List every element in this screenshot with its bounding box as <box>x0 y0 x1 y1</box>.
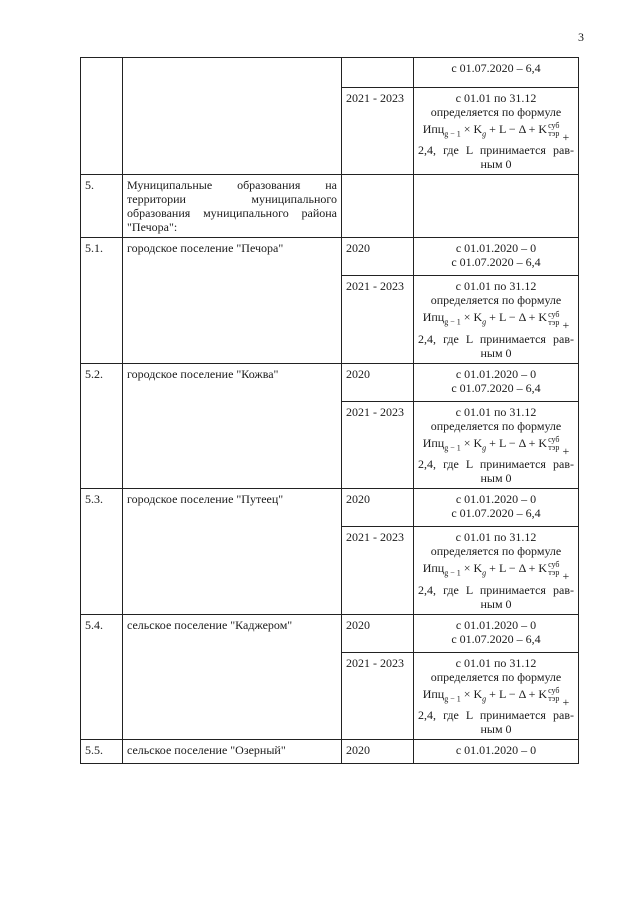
period-cell: 2021 - 2023 <box>342 88 414 175</box>
period-cell: 2021 - 2023 <box>342 652 414 739</box>
formula-cell: с 01.01 по 31.12 определяется по формуле $Ипц_{g - 1} \times K_g + L - \Delta + K$ суб тэр + 2,4, где L принимается рав-ным 0 <box>414 401 579 488</box>
item-name-cell: городское поселение "Путеец" <box>123 489 342 614</box>
formula: $Ипц_{g - 1} \times K_g + L - \Delta + K$ суб тэр + <box>422 121 570 144</box>
formula: $Ипц_{g - 1} \times K_g + L - \Delta + K$ суб тэр + <box>422 309 570 333</box>
item-number-cell: 5.5. <box>81 739 123 763</box>
formula-cell: с 01.01 по 31.12 определяется по формуле $Ипц_{g - 1} \times K_g + L - \Delta + K$ суб тэр + 2,4, где L принимается рав-ным 0 <box>414 88 579 175</box>
formula-cell: с 01.01 по 31.12 определяется по формуле $Ипц_{g - 1} \times K_g + L - \Delta + K$ суб тэр + 2,4, где L принимается рав-ным 0 <box>414 276 579 363</box>
item-number-cell: 5.4. <box>81 614 123 739</box>
formula: $Ипц_{g - 1} \times K_g + L - \Delta + K$ суб тэр + <box>422 560 570 584</box>
item-name-cell: сельское поселение "Озерный" <box>123 739 342 763</box>
item-name-cell <box>123 58 342 175</box>
table-row <box>81 614 579 652</box>
period-cell: 2020 <box>342 363 414 401</box>
period-cell <box>342 175 414 238</box>
value-cell <box>414 175 579 238</box>
item-number-cell: 5.3. <box>81 489 123 614</box>
formula-cell: с 01.01 по 31.12 определяется по формуле $Ипц_{g - 1} \times K_g + L - \Delta + K$ суб тэр + 2,4, где L принимается рав-ным 0 <box>414 652 579 739</box>
period-cell: 2021 - 2023 <box>342 527 414 614</box>
item-number-cell <box>81 58 123 175</box>
item-name-cell: Муниципальные образования на территории муниципального образования муниципального района "Печора": <box>123 175 342 238</box>
item-number-cell: 5.1. <box>81 238 123 363</box>
period-cell: 2020 <box>342 614 414 652</box>
item-name-cell: городское поселение "Кожва" <box>123 363 342 488</box>
formula-cell: с 01.01 по 31.12 определяется по формуле $Ипц_{g - 1} \times K_g + L - \Delta + K$ суб тэр + 2,4, где L принимается рав-ным 0 <box>414 527 579 614</box>
value-cell: с 01.01.2020 – 0 с 01.07.2020 – 6,4 <box>414 614 579 652</box>
page-number: 3 <box>578 30 584 44</box>
formula: $Ипц_{g - 1} \times K_g + L - \Delta + K$ суб тэр + <box>422 435 570 458</box>
period-cell: 2021 - 2023 <box>342 276 414 363</box>
period-cell: 2020 <box>342 238 414 276</box>
item-name-cell: сельское поселение "Каджером" <box>123 614 342 739</box>
table-row <box>81 363 579 401</box>
period-cell <box>342 58 414 88</box>
value-cell: с 01.01.2020 – 0 с 01.07.2020 – 6,4 <box>414 238 579 276</box>
item-name-cell: городское поселение "Печора" <box>123 238 342 363</box>
item-number-cell: 5.2. <box>81 363 123 488</box>
value-cell: с 01.07.2020 – 6,4 <box>414 58 579 88</box>
item-number-cell: 5. <box>81 175 123 238</box>
table-row <box>81 739 579 763</box>
table-row <box>81 238 579 276</box>
table-row <box>81 58 579 88</box>
period-cell: 2021 - 2023 <box>342 401 414 488</box>
value-cell: с 01.01.2020 – 0 с 01.07.2020 – 6,4 <box>414 489 579 527</box>
period-cell: 2020 <box>342 739 414 763</box>
table-row <box>81 175 579 238</box>
value-cell: с 01.01.2020 – 0 <box>414 739 579 763</box>
formula: $Ипц_{g - 1} \times K_g + L - \Delta + K$ суб тэр + <box>422 685 570 709</box>
table-row <box>81 489 579 527</box>
period-cell: 2020 <box>342 489 414 527</box>
tariff-table <box>80 57 579 764</box>
value-cell: с 01.01.2020 – 0 с 01.07.2020 – 6,4 <box>414 363 579 401</box>
